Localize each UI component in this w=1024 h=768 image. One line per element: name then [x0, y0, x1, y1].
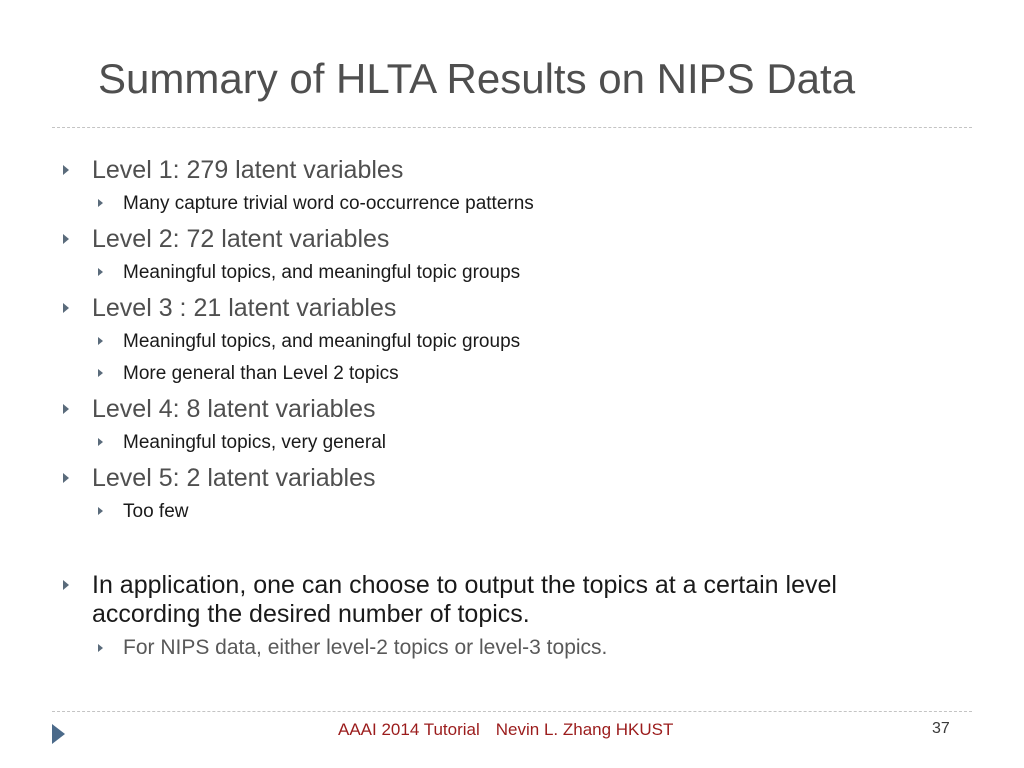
footer-text	[338, 720, 673, 740]
sub-bullet-arrow-icon	[98, 199, 103, 207]
bullet-arrow-icon	[63, 404, 69, 414]
next-slide-icon[interactable]	[52, 724, 65, 744]
page-number: 37	[932, 720, 950, 737]
sub-bullet-text: Meaningful topics, and meaningful topic groups	[123, 331, 521, 352]
bullet-text: In application, one can choose to output the topics at a certain level	[92, 571, 837, 599]
sub-bullet	[123, 362, 399, 386]
sub-bullet-text: Meaningful topics, very general	[123, 432, 386, 453]
bullet-text: Level 2: 72 latent variables	[92, 225, 390, 253]
sub-bullet-text: Meaningful topics, and meaningful topic groups	[123, 262, 521, 283]
bullet-application-continued	[92, 599, 530, 629]
footer-author: Nevin L. Zhang HKUST	[495, 720, 674, 739]
slide-title: Summary of HLTA Results on NIPS Data	[98, 55, 856, 102]
bullet-text: Level 5: 2 latent variables	[92, 464, 376, 492]
sub-bullet-arrow-icon	[98, 268, 103, 276]
bullet-text: Level 3 : 21 latent variables	[92, 294, 397, 322]
bullet-arrow-icon	[63, 580, 69, 590]
sub-bullet	[123, 500, 188, 524]
sub-bullet	[123, 330, 520, 354]
bullet-text: according the desired number of topics.	[92, 600, 530, 628]
sub-bullet-arrow-icon	[98, 644, 103, 652]
bullet-application	[92, 570, 837, 600]
sub-bullet	[123, 431, 386, 455]
sub-bullet	[123, 636, 607, 660]
bullet-level-2	[92, 224, 389, 254]
bullet-arrow-icon	[63, 165, 69, 175]
bullet-text: Level 1: 279 latent variables	[92, 156, 404, 184]
sub-bullet-text: Too few	[123, 501, 189, 522]
sub-bullet	[123, 192, 534, 216]
sub-bullet-arrow-icon	[98, 438, 103, 446]
sub-bullet-text: For NIPS data, either level-2 topics or level-3 topics.	[123, 636, 608, 659]
sub-bullet-text: More general than Level 2 topics	[123, 363, 399, 384]
bullet-text: Level 4: 8 latent variables	[92, 395, 376, 423]
bullet-arrow-icon	[63, 473, 69, 483]
sub-bullet	[123, 261, 520, 285]
bullet-level-1	[92, 155, 403, 185]
bullet-level-3	[92, 293, 396, 323]
bullet-arrow-icon	[63, 234, 69, 244]
footer-divider	[52, 711, 972, 712]
bullet-level-5	[92, 463, 376, 493]
sub-bullet-arrow-icon	[98, 507, 103, 515]
sub-bullet-text: Many capture trivial word co-occurrence patterns	[123, 193, 534, 214]
sub-bullet-arrow-icon	[98, 369, 103, 377]
footer-event: AAAI 2014 Tutorial	[338, 720, 480, 739]
bullet-arrow-icon	[63, 303, 69, 313]
bullet-level-4	[92, 394, 376, 424]
title-divider	[52, 127, 972, 128]
sub-bullet-arrow-icon	[98, 337, 103, 345]
